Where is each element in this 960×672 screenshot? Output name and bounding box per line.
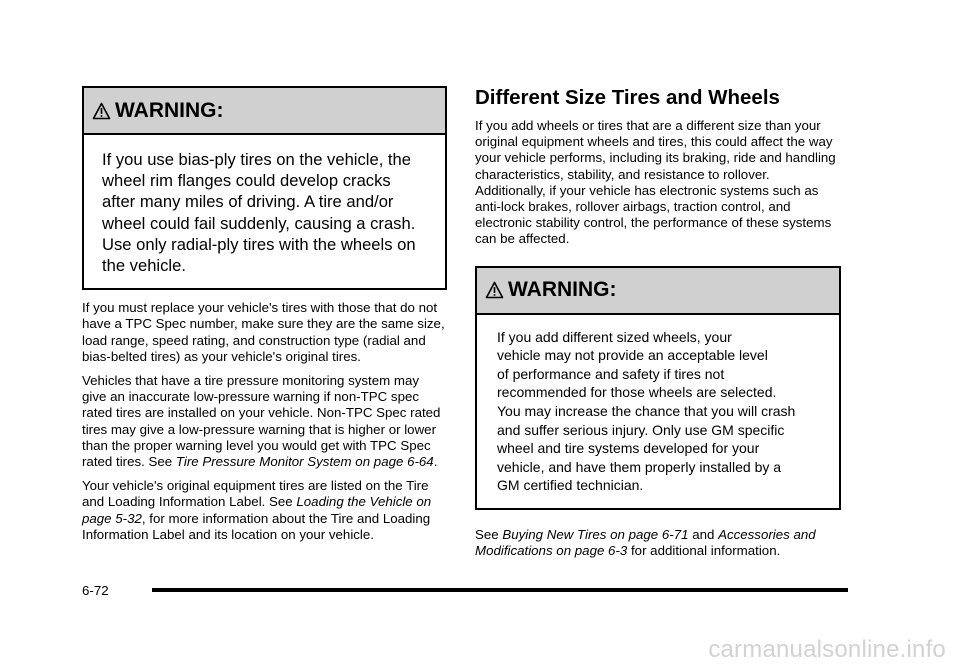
left-body-text <box>82 300 447 543</box>
warning-line: wheel and tire systems developed for your <box>497 440 760 457</box>
paragraph-text: Vehicles that have a tire pressure monitoring system may give an inaccurate low-pressure warning if non-TPC spec rated tires are installed on your vehicle. Non-TPC Spec rated tires may give a low-pressure warning that is higher or lower than the proper warning level you would get with TPC Spec rated tires. See <box>82 373 441 470</box>
right-column <box>475 86 841 559</box>
cross-reference-link[interactable]: Buying New Tires on page 6-71 <box>502 526 689 542</box>
warning-line: of performance and safety if tires not <box>497 365 725 382</box>
warning-line: the vehicle. <box>102 256 186 276</box>
warning-line: Use only radial-ply tires with the wheels on <box>102 234 416 254</box>
warning-line: If you use bias-ply tires on the vehicle, the <box>102 150 411 169</box>
paragraph-see-also <box>475 527 841 559</box>
warning-box-bias-ply <box>82 86 447 290</box>
section-heading: Different Size Tires and Wheels <box>475 86 780 109</box>
warning-body <box>477 315 839 508</box>
cross-reference-link[interactable]: Loading the Vehicle on page 5-32 <box>82 494 432 526</box>
warning-body <box>84 135 445 288</box>
warning-line: wheel could fail suddenly, causing a crash. <box>102 213 416 233</box>
left-column <box>82 86 447 543</box>
watermark: carmanualsonline.info <box>708 636 946 663</box>
paragraph-text: , for more information about the Tire and Loading Information Label and its location on your vehicle. <box>82 510 431 542</box>
warning-header <box>84 88 445 135</box>
warning-line: vehicle, and have them properly installed by a <box>497 458 782 475</box>
paragraph-text: for additional information. <box>627 543 781 559</box>
warning-title: WARNING: <box>115 98 224 122</box>
paragraph-text: . <box>433 454 438 470</box>
cross-reference-link[interactable]: Tire Pressure Monitor System on page 6-64 <box>175 454 434 470</box>
paragraph-text: See <box>475 526 503 542</box>
paragraph-text: and <box>688 526 719 542</box>
warning-box-different-size <box>475 266 841 510</box>
warning-line: GM certified technician. <box>497 477 644 494</box>
page-number: 6-72 <box>82 583 109 598</box>
paragraph-different-size: If you add wheels or tires that are a different size than your original equipment wheels and tires, this could affect the way your vehicle performs, including its braking, ride and handling characteristics, stability, and resistance to rollover. Additionally, if your vehicle has electronic systems such as anti-lock brakes, rollover airbags, traction control, and electronic stability control, the performance of these systems can be affected. <box>475 118 836 247</box>
warning-header <box>477 268 839 315</box>
warning-line: You may increase the chance that you will crash <box>497 403 796 419</box>
warning-line: wheel rim flanges could develop cracks <box>102 171 391 191</box>
paragraph-tpms-warning <box>82 373 447 470</box>
footer-rule <box>152 588 848 592</box>
warning-line: If you add different sized wheels, your <box>497 328 732 345</box>
warning-line: recommended for those wheels are selected. <box>497 384 777 401</box>
paragraph-text: Your vehicle's original equipment tires are listed on the Tire and Loading Information Label. See <box>82 478 429 510</box>
paragraph-tpc-replacement: If you must replace your vehicle's tires with those that do not have a TPC Spec number, make sure they are the same size, load range, speed rating, and construction type (radial and bias-belted tires) as your vehicle's original tires. <box>82 300 445 364</box>
warning-line: vehicle may not provide an acceptable level <box>497 347 768 364</box>
warning-line: after many miles of driving. A tire and/or <box>102 192 394 212</box>
warning-triangle-icon <box>485 281 504 299</box>
warning-triangle-icon <box>92 102 111 120</box>
paragraph-original-tires <box>82 478 447 543</box>
cross-reference-link[interactable]: Accessories and Modifications on page 6-3 <box>475 526 816 559</box>
warning-title: WARNING: <box>508 278 617 302</box>
warning-line: and suffer serious injury. Only use GM specific <box>497 421 785 438</box>
